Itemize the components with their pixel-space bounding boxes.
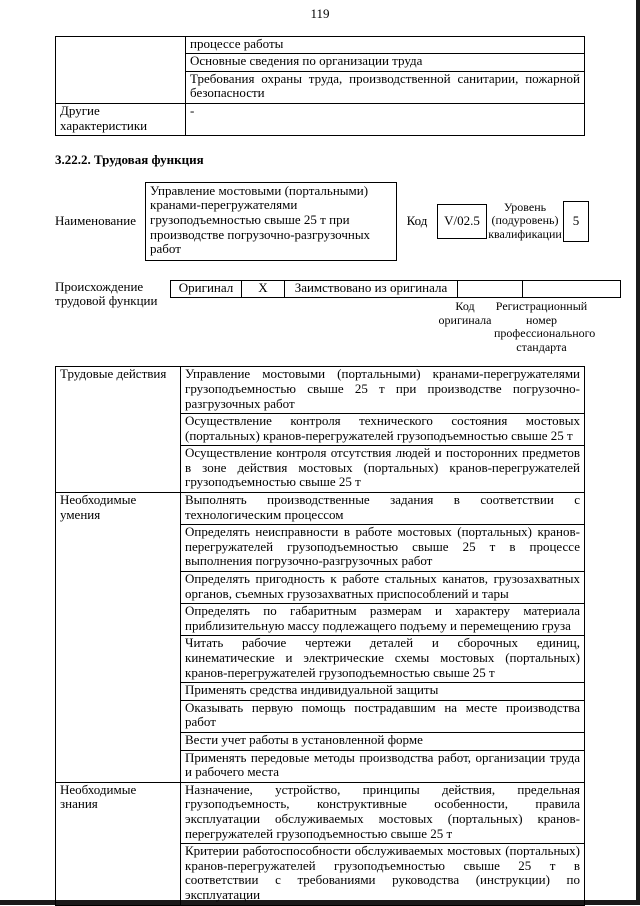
code-label: Код (406, 212, 428, 228)
table-cell: Назначение, устройство, принципы действия, предельная грузоподъемность, конструктивные особенности, правила эксплуатации обслуживаемых мостовых (портальных) кранов-перегружателей грузоподъемностью свыше 25 т (181, 782, 585, 843)
section-label: Необходимые знания (56, 782, 181, 905)
table-cell: Требования охраны труда, производственной санитарии, пожарной безопасности (186, 71, 585, 103)
table-cell: Основные сведения по организации труда (186, 54, 585, 72)
origin-sublabels (170, 300, 621, 354)
original-mark-cell: X (242, 280, 285, 298)
borrowed-cell: Заимствовано из оригинала (285, 280, 458, 298)
table-row (56, 782, 585, 843)
table-cell: Оказывать первую помощь пострадавшим на месте производства работ (181, 700, 585, 732)
table-cell: Применять средства индивидуальной защиты (181, 683, 585, 701)
table-cell: Критерии работоспособности обслуживаемых мостовых (портальных) кранов-перегружателей грузоподъемностью свыше 25 т в соответствии с требованиями руководства (инструкции) по эксплуатации (181, 844, 585, 905)
table-cell: Управление мостовыми (портальными) кранами-перегружателями грузоподъемностью свыше 25 т при производстве погрузочно-разгрузочных работ (181, 367, 585, 414)
row-label-cell: Другие характеристики (56, 103, 186, 135)
table-cell: Осуществление контроля технического состояния мостовых (портальных) кранов-перегружателей грузоподъемностью свыше 25 т (181, 414, 585, 446)
table-row (171, 280, 621, 298)
code-original-label: Код оригинала (438, 299, 492, 327)
table-cell: Вести учет работы в установленной форме (181, 732, 585, 750)
table-row (56, 367, 585, 414)
reg-number-label: Регистрационный номер профессионального стандарта (494, 299, 596, 354)
main-table (55, 366, 585, 905)
origin-block (55, 278, 596, 355)
table-cell: Выполнять производственные задания в соответствии с технологическим процессом (181, 493, 585, 525)
empty-label-cell (56, 36, 186, 103)
function-level-box: 5 (563, 201, 589, 242)
table-cell: Определять пригодность к работе стальных канатов, грузозахватных органов, съемных грузозахватных приспособлений и тары (181, 572, 585, 604)
table-row (56, 103, 585, 135)
table-cell: Осуществление контроля отсутствия людей и посторонних предметов в зоне действия мостовых (портальных) кранов-перегружателей грузоподъемностью свыше 25 т (181, 446, 585, 493)
level-label: Уровень (подуровень) квалификации (488, 199, 562, 241)
origin-right (170, 280, 621, 355)
table-cell: Определять неисправности в работе мостовых (портальных) кранов-перегружателей грузоподъемностью свыше 25 т в процессе выполнения погрузочно-разгрузочных работ (181, 525, 585, 572)
continuation-table (55, 36, 585, 137)
origin-label: Происхождение трудовой функции (55, 278, 158, 309)
original-cell: Оригинал (171, 280, 242, 298)
sublabel-spacer (170, 300, 436, 354)
section-label: Трудовые действия (56, 367, 181, 493)
page-number: 119 (310, 6, 330, 21)
table-cell: Определять по габаритным размерам и характеру материала приблизительную массу подлежащего подъему и перемещению груза (181, 604, 585, 636)
function-name-box: Управление мостовыми (портальными) кранами-перегружателями грузоподъемностью свыше 25 т при производстве погрузочно-разгрузочных работ (145, 182, 397, 261)
section-label: Необходимые умения (56, 493, 181, 783)
table-row (56, 493, 585, 525)
origin-table (170, 280, 621, 299)
table-cell: Применять передовые методы производства работ, организации труда и рабочего места (181, 750, 585, 782)
table-cell: - (186, 103, 585, 135)
function-code-box: V/02.5 (437, 204, 487, 239)
table-row (56, 36, 585, 54)
code-original-cell (458, 280, 523, 298)
name-label: Наименование (55, 212, 136, 228)
reg-number-cell (523, 280, 621, 298)
section-heading: 3.22.2. Трудовая функция (55, 152, 204, 168)
table-cell: Читать рабочие чертежи деталей и сборочных единиц, кинематические и электрические схемы мостовых (портальных) кранов-перегружателей грузоподъемностью свыше 25 т (181, 636, 585, 683)
table-cell: процессе работы (186, 36, 585, 54)
function-block (55, 182, 589, 261)
